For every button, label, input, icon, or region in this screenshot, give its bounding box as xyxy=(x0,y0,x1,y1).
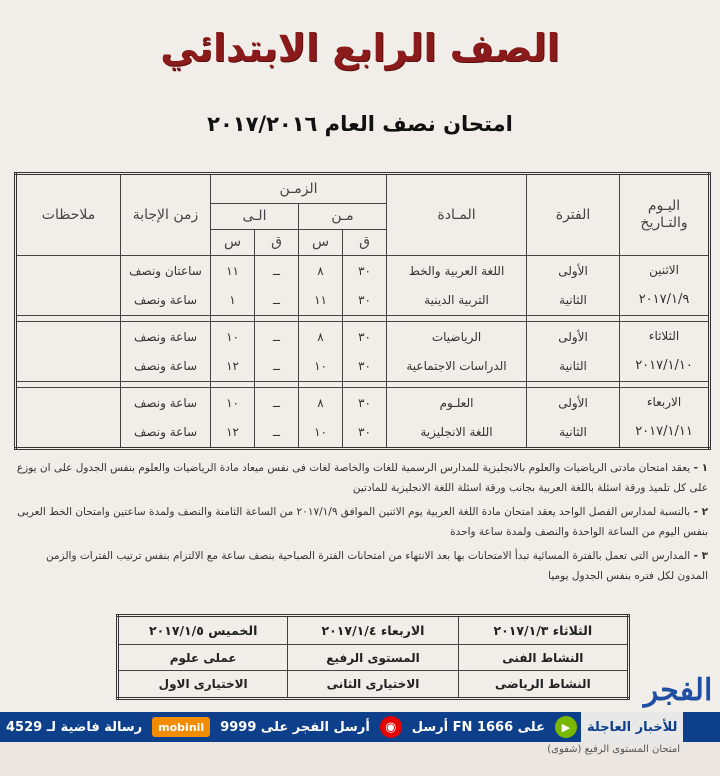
header-duration: زمن الإجابة xyxy=(121,174,211,256)
header-day-date: اليـوم والتـاريخ xyxy=(620,174,710,256)
duration-cell: ساعتان ونصف ساعة ونصف xyxy=(121,256,211,316)
news-ticker[interactable] xyxy=(0,712,720,742)
from-q-cell: ٣٠ ٣٠ xyxy=(343,321,387,381)
activity-day: الخميس ٢٠١٧/١/٥ xyxy=(118,616,288,645)
note-item: ٢ - بالنسبة لمدارس الفصل الواحد يعقد امتحان مادة اللغة العربية يوم الاثنين الموافق ٢٠١٧/١/٩ من الساعة الثامنة والنصف ولمدة ساعتين وامتحان الخط العربى بنفس اليوم من الساعة الواحدة والنصف ولمدة ساعة واحدة xyxy=(17,506,708,538)
notes-list xyxy=(14,458,708,590)
header-to: الـى xyxy=(211,204,299,230)
ticker-news-label: للأخبار العاجلة xyxy=(581,712,683,742)
duration-cell: ساعة ونصف ساعة ونصف xyxy=(121,387,211,448)
activity-cell: النشاط الرياضى xyxy=(458,671,628,699)
header-time: الزمـن xyxy=(211,174,387,204)
from-s-cell: ٨ ١٠ xyxy=(299,387,343,448)
day-cell: الاربعاء ٢٠١٧/١/١١ xyxy=(620,387,710,448)
cut-off-note: امتحان المستوى الرفيع (شفوى) xyxy=(0,742,720,776)
from-q-cell: ٣٠ ٣٠ xyxy=(343,256,387,316)
activities-table xyxy=(116,614,630,700)
elfagr-logo[interactable]: الفجر xyxy=(643,672,713,708)
period-cell: الأولى الثانية xyxy=(527,256,620,316)
activity-cell: عملى علوم xyxy=(118,645,288,671)
to-q-cell: ــ ــ xyxy=(255,256,299,316)
note-item: ٣ - المدارس التى تعمل بالفترة المسائية تبدأ الامتحانات بها بعد الانتهاء من امتحانات الفترة الصباحية بنصف ساعة مع الالتزام بنفس ترتيب الفترات والزمن المدون لكل فتره بنفس الجدول يوميا xyxy=(45,550,708,582)
header-period: الفترة xyxy=(527,174,620,256)
page-title: الصف الرابع الابتدائي xyxy=(160,26,560,70)
period-cell: الأولى الثانية xyxy=(527,321,620,381)
page-subtitle: امتحان نصف العام ٢٠١٧/٢٠١٦ xyxy=(207,112,513,136)
duration-cell: ساعة ونصف ساعة ونصف xyxy=(121,321,211,381)
activity-cell: النشاط الفنى xyxy=(458,645,628,671)
header-subject: المـادة xyxy=(387,174,527,256)
to-s-cell: ١٠ ١٢ xyxy=(211,321,255,381)
to-s-cell: ١٠ ١٢ xyxy=(211,387,255,448)
period-cell: الأولى الثانية xyxy=(527,387,620,448)
ticker-mobinil-text: رسالة فاضية لـ 4529 xyxy=(6,719,143,735)
subject-cell: العلـوم اللغة الانجليزية xyxy=(387,387,527,448)
note-item: ١ - يعقد امتحان مادتى الرياضيات والعلوم بالانجليزية للمدارس الرسمية للغات والخاصة لغات فى نفس ميعاد مادة الرياضيات والعلوم بنفس الجدول على ان يوزع على كل تلميذ ورقة اسئلة باللغة العربية بجانب ورقة اسئلة اللغة الانجليزية للمادتين xyxy=(16,462,708,494)
header-from: مـن xyxy=(299,204,387,230)
header-from-q: ق xyxy=(343,230,387,256)
activity-cell: الاختيارى الثانى xyxy=(288,671,458,699)
schedule-table xyxy=(14,172,711,450)
header-to-q: ق xyxy=(255,230,299,256)
header-from-s: س xyxy=(299,230,343,256)
from-s-cell: ٨ ١١ xyxy=(299,256,343,316)
day-cell: الاثنين ٢٠١٧/١/٩ xyxy=(620,256,710,316)
activity-day: الاربعاء ٢٠١٧/١/٤ xyxy=(288,616,458,645)
notes-cell xyxy=(16,256,121,316)
from-s-cell: ٨ ١٠ xyxy=(299,321,343,381)
header-notes: ملاحظات xyxy=(16,174,121,256)
ticker-etisalat-text: أرسل FN على 1666 xyxy=(411,719,545,735)
activity-cell: المستوى الرفيع xyxy=(288,645,458,671)
day-cell: الثلاثاء ٢٠١٧/١/١٠ xyxy=(620,321,710,381)
vodafone-icon: ◉ xyxy=(380,716,402,738)
activity-cell: الاختيارى الاول xyxy=(118,671,288,699)
to-q-cell: ــ ــ xyxy=(255,321,299,381)
notes-cell xyxy=(16,321,121,381)
etisalat-icon: ▶ xyxy=(555,716,577,738)
mobinil-badge: mobinil xyxy=(152,717,210,737)
from-q-cell: ٣٠ ٣٠ xyxy=(343,387,387,448)
subject-cell: اللغة العربية والخط التربية الدينية xyxy=(387,256,527,316)
activity-day: الثلاثاء ٢٠١٧/١/٣ xyxy=(458,616,628,645)
notes-cell xyxy=(16,387,121,448)
ticker-vodafone-text: أرسل الفجر على 9999 xyxy=(220,719,370,735)
to-s-cell: ١١ ١ xyxy=(211,256,255,316)
subject-cell: الرياضيات الدراسات الاجتماعية xyxy=(387,321,527,381)
header-to-s: س xyxy=(211,230,255,256)
to-q-cell: ــ ــ xyxy=(255,387,299,448)
